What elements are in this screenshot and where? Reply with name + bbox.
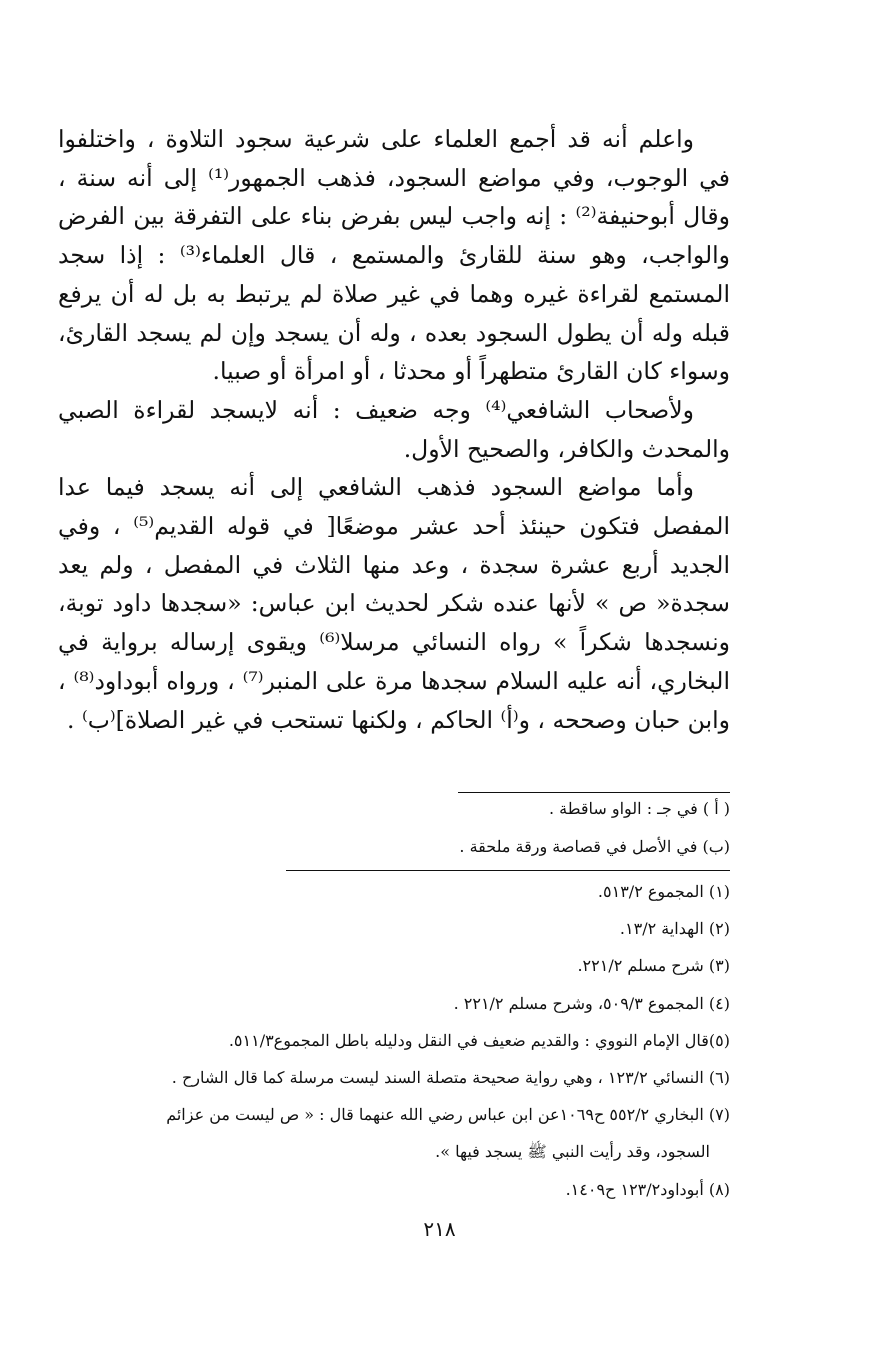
footnote-7-continuation: السجود، وقد رأيت النبي ﷺ يسجد فيها ». — [435, 1142, 710, 1162]
textual-note-ba: (ب) في الأصل في قصاصة ورقة ملحقة . — [459, 837, 730, 856]
reference-notes — [40, 873, 730, 1208]
page-number: ٢١٨ — [423, 1217, 456, 1241]
paragraph-3: وأما مواضع السجود فذهب الشافعي إلى أنه يسجد فيما عدا المفصل فتكون حينئذ أحد عشر موضعًا[ في قوله القديم⁽⁵⁾ ، وفي الجديد أربع عشرة سجدة ، وعد منها الثلاث في المفصل ، ولم يعد سجدة« ص » لأنها عنده شكر لحديث ابن عباس: «سجدها داود توبة، ونسجدها شكراً » رواه النسائي مرسلا⁽⁶⁾ ويقوى إرساله برواية في البخاري، أنه عليه السلام سجدها مرة على المنبر⁽⁷⁾ ، ورواه أبوداود⁽⁸⁾ ، وابن حبان وصححه ، و⁽أ⁾ الحاكم ، ولكنها تستحب في غير الصلاة]⁽ب⁾ . — [58, 473, 730, 734]
footnote-6: (٦) النسائي ١٢٣/٢ ، وهي رواية صحيحة متصلة السند ليست مرسلة كما قال الشارح . — [171, 1068, 730, 1088]
footnote-5: (٥)قال الإمام النووي : والقديم ضعيف في النقل ودليله باطل المجموع٥١١/٣. — [228, 1030, 730, 1050]
paragraph-1: واعلم أنه قد أجمع العلماء على شرعية سجود التلاوة ، واختلفوا في الوجوب، وفي مواضع السجود، فذهب الجمهور⁽¹⁾ إلى أنه سنة ، وقال أبوحنيفة⁽²⁾ : إنه واجب ليس بفرض بناء على التفرقة بين الفرض والواجب، وهو سنة للقارئ والمستمع ، قال العلماء⁽³⁾ : إذا سجد المستمع لقراءة غيره وهما في غير صلاة لم يرتبط به بل له أن يرفع قبله وله أن يطول السجود بعده ، وله أن يسجد وإن لم يسجد القارئ، وسواء كان القارئ متطهراً أو محدثا ، أو امرأة أو صبيا. — [58, 125, 731, 386]
paragraph-2: ولأصحاب الشافعي⁽⁴⁾ وجه ضعيف : أنه لايسجد لقراءة الصبي والمحدث والكافر، والصحيح الأول. — [58, 395, 730, 463]
footnote-3: (٣) شرح مسلم ٢٢١/٢. — [577, 956, 730, 976]
footnote-4: (٤) المجموع ٥٠٩/٣، وشرح مسلم ٢٢١/٢ . — [453, 993, 730, 1013]
footnote-1: (١) المجموع ٥١٣/٢. — [597, 882, 730, 901]
textual-note-alif: ( أ ) في جـ : الواو ساقطة . — [548, 799, 730, 818]
footnote-divider-long — [286, 870, 730, 871]
footnote-7: (٧) البخاري ٥٥٢/٢ ح١٠٦٩عن ابن عباس رضي الله عنهما قال : « ص ليست من عزائم — [166, 1105, 730, 1125]
textual-notes — [300, 790, 730, 866]
main-text — [58, 120, 730, 739]
footnote-2: (٢) الهداية ١٣/٢. — [619, 919, 730, 939]
footnote-8: (٨) أبوداود١٢٣/٢ ح١٤٠٩. — [565, 1179, 730, 1199]
